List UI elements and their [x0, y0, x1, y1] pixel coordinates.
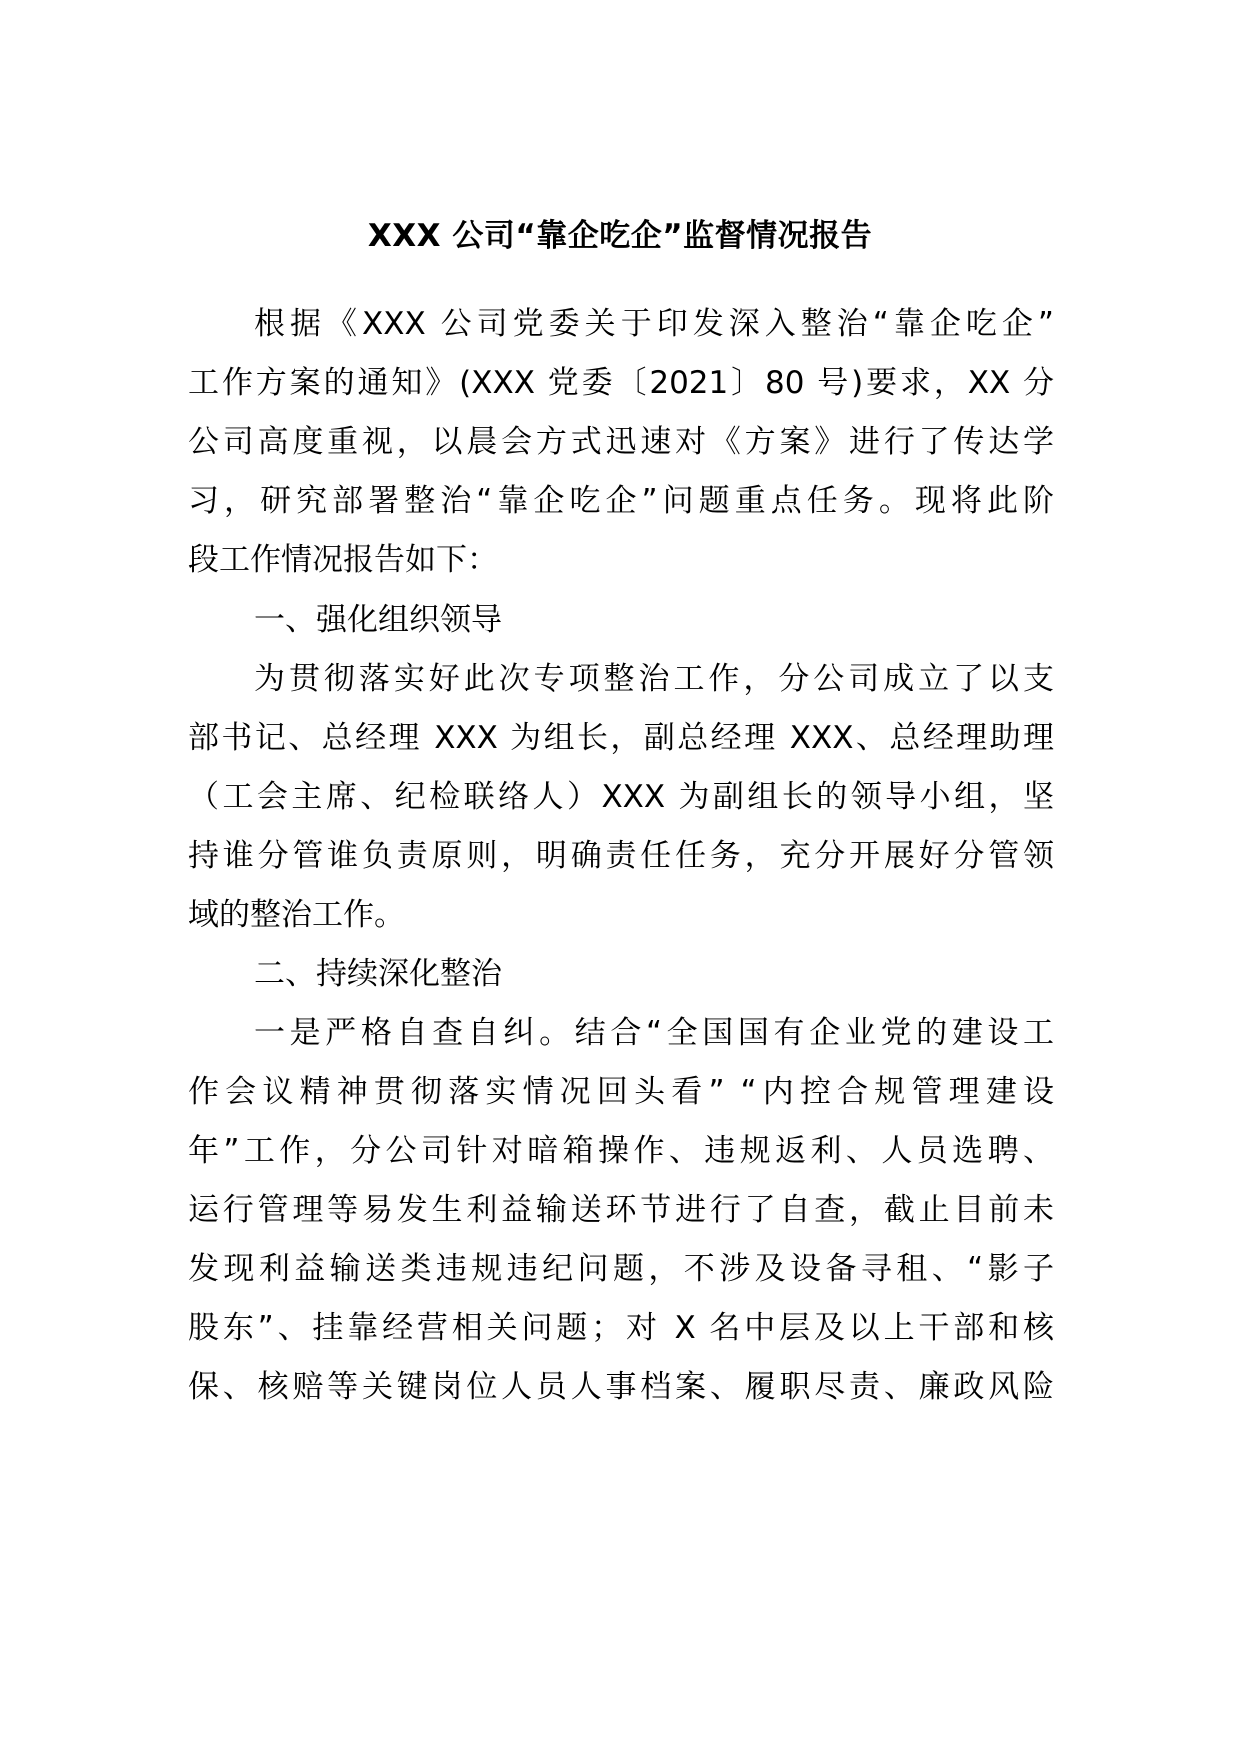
paragraph-line: 域的整治工作。: [188, 897, 405, 933]
paragraph-line: （工会主席、纪检联络人）XXX 为副组长的领导小组，坚: [188, 779, 1054, 815]
paragraph-line: 股东”、挂靠经营相关问题；对 X 名中层及以上干部和核: [188, 1310, 1054, 1346]
paragraph-line: 持谁分管谁负责原则，明确责任任务，充分开展好分管领: [188, 838, 1054, 874]
paragraph-line: 运行管理等易发生利益输送环节进行了自查，截止目前未: [188, 1192, 1054, 1228]
paragraph-line: 工作方案的通知》(XXX 党委〔2021〕80 号)要求，XX 分: [188, 365, 1054, 401]
section-heading: 一、强化组织领导: [254, 602, 502, 638]
paragraph-line: 部书记、总经理 XXX 为组长，副总经理 XXX、总经理助理: [188, 720, 1054, 756]
paragraph-line: 习，研究部署整治“靠企吃企”问题重点任务。现将此阶: [188, 483, 1054, 519]
paragraph-line: 发现利益输送类违规违纪问题，不涉及设备寻租、“影子: [188, 1251, 1054, 1287]
section-heading: 二、持续深化整治: [254, 956, 502, 992]
paragraph-line: 段工作情况报告如下：: [188, 542, 498, 578]
paragraph-line: 一是严格自查自纠。结合“全国国有企业党的建设工: [254, 1015, 1054, 1051]
paragraph-line: 根据《XXX 公司党委关于印发深入整治“靠企吃企”: [254, 306, 1054, 342]
document-title: XXX 公司“靠企吃企”监督情况报告: [367, 218, 873, 254]
paragraph-line: 公司高度重视，以晨会方式迅速对《方案》进行了传达学: [188, 424, 1054, 460]
paragraph-line: 年”工作，分公司针对暗箱操作、违规返利、人员选聘、: [188, 1133, 1054, 1169]
paragraph-line: 作会议精神贯彻落实情况回头看” “内控合规管理建设: [188, 1074, 1054, 1110]
paragraph-line: 为贯彻落实好此次专项整治工作，分公司成立了以支: [254, 661, 1054, 697]
paragraph-line: 保、核赔等关键岗位人员人事档案、履职尽责、廉政风险: [188, 1369, 1054, 1405]
